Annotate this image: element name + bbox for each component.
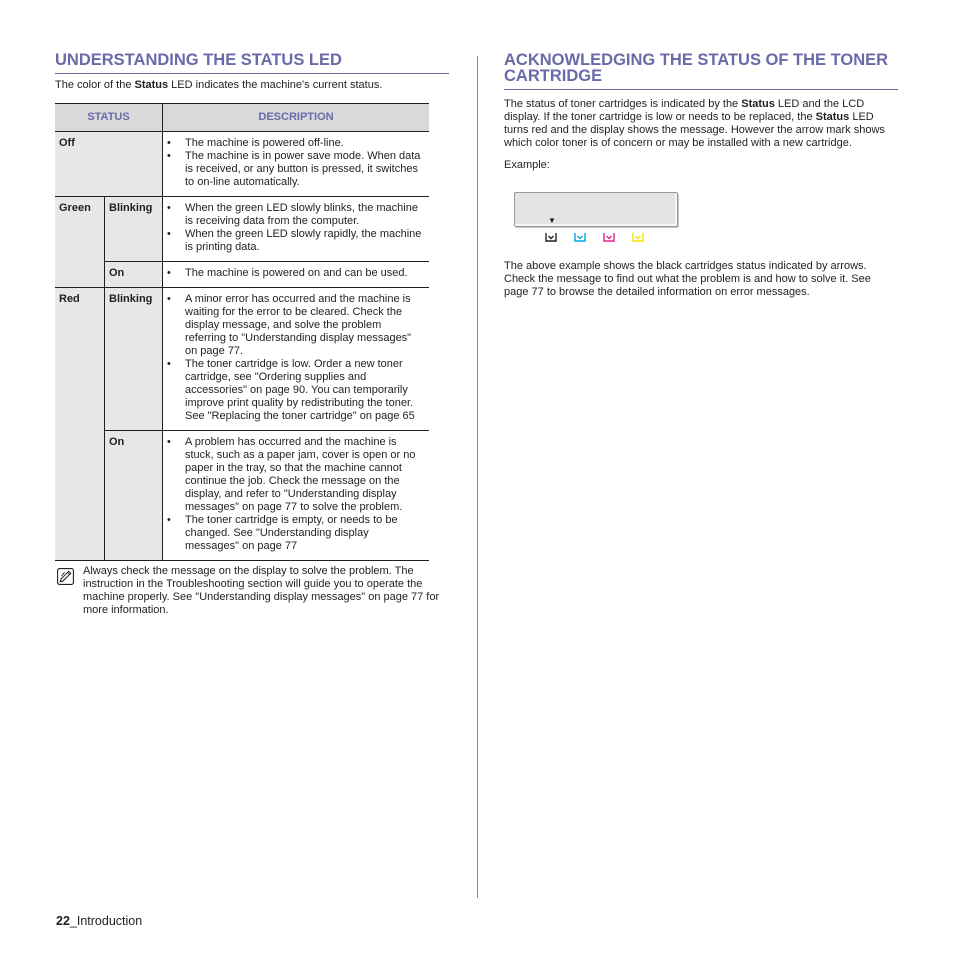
page-number: 22 — [56, 914, 70, 928]
toner-arrow-icon: ▼ — [548, 216, 556, 225]
header-description: DESCRIPTION — [163, 104, 430, 132]
note-pencil-icon — [57, 568, 74, 585]
note-box — [55, 565, 449, 617]
status-red-label: Red — [55, 288, 105, 561]
header-status: STATUS — [55, 104, 163, 132]
toner-cartridge-icon — [632, 232, 644, 242]
toner-cartridge-icon — [574, 232, 586, 242]
left-column — [55, 52, 449, 617]
list-item: • When the green LED slowly blinks, the machine is receiving data from the computer. — [167, 202, 423, 228]
lcd-display — [514, 192, 678, 227]
red-on-label: On — [105, 431, 163, 561]
green-on-label: On — [105, 262, 163, 288]
toner-cartridge-icon — [545, 232, 557, 242]
example-label: Example: — [504, 159, 550, 171]
list-item: • The machine is powered off-line. — [167, 137, 423, 150]
toner-status-paragraph: The status of toner cartridges is indicated by the Status LED and the LCD display. If the toner cartridge is low or needs to be replaced, the Status LED turns red and the display shows the message. However the arrow mark shows which color toner is of concern or may be installed with a new cartridge. — [504, 98, 885, 149]
status-green-label: Green — [55, 197, 105, 288]
footer-section: _Introduction — [69, 914, 143, 928]
list-item: • A minor error has occurred and the machine is waiting for the error to be cleared. Check the display message, and solve the problem referring to "Understanding display messages" on page 77. — [167, 293, 423, 358]
intro-paragraph: The color of the Status LED indicates the machine's current status. — [55, 79, 383, 91]
table-row-green-on — [55, 262, 429, 288]
column-divider — [477, 56, 478, 898]
green-blinking-label: Blinking — [105, 197, 163, 262]
table-header-row — [55, 104, 429, 132]
table-row-red-on — [55, 431, 429, 561]
status-led-table — [55, 103, 429, 561]
status-off-description — [163, 132, 430, 197]
list-item: • A problem has occurred and the machine is stuck, such as a paper jam, cover is open or no paper in the tray, so that the machine cannot continue the job. Check the message on the display, and refer to "Understanding display messages" on page 77 to solve the problem. — [167, 436, 423, 514]
green-blinking-description — [163, 197, 430, 262]
section-heading-toner-status: ACKNOWLEDGING THE STATUS OF THE TONER CARTRIDGE — [504, 52, 898, 90]
list-item: • The toner cartridge is low. Order a new toner cartridge, see "Ordering supplies and accessories" on page 90. You can temporarily improve print quality by redistributing the toner. See "Replacing the toner cartridge" on page 65 — [167, 358, 423, 423]
section-heading-status-led: UNDERSTANDING THE STATUS LED — [55, 52, 449, 74]
toner-indicators — [545, 232, 655, 244]
table-row-green-blinking — [55, 197, 429, 262]
right-column — [504, 52, 898, 299]
example-explanation: The above example shows the black cartridges status indicated by arrows. Check the message to find out what the problem is and how to solve it. See page 77 to browse the detailed information on error messages. — [504, 260, 871, 298]
red-on-description — [163, 431, 430, 561]
note-text: Always check the message on the display to solve the problem. The instruction in the Troubleshooting section will guide you to operate the machine properly. See "Understanding display messages" on page 77 for more information. — [83, 565, 440, 616]
list-item: • When the green LED slowly rapidly, the machine is printing data. — [167, 228, 423, 254]
toner-cartridge-icon — [603, 232, 615, 242]
lcd-example — [514, 192, 680, 250]
list-item: • The machine is in power save mode. When data is received, or any button is pressed, it switches to on-line automatically. — [167, 150, 423, 189]
table-row-red-blinking — [55, 288, 429, 431]
list-item: • The machine is powered on and can be used. — [167, 267, 423, 280]
list-item: • The toner cartridge is empty, or needs to be changed. See "Understanding display messages" on page 77 — [167, 514, 423, 553]
red-blinking-description — [163, 288, 430, 431]
page-footer — [56, 914, 142, 929]
status-off-label: Off — [55, 132, 163, 197]
red-blinking-label: Blinking — [105, 288, 163, 431]
table-row-off — [55, 132, 429, 197]
green-on-description — [163, 262, 430, 288]
